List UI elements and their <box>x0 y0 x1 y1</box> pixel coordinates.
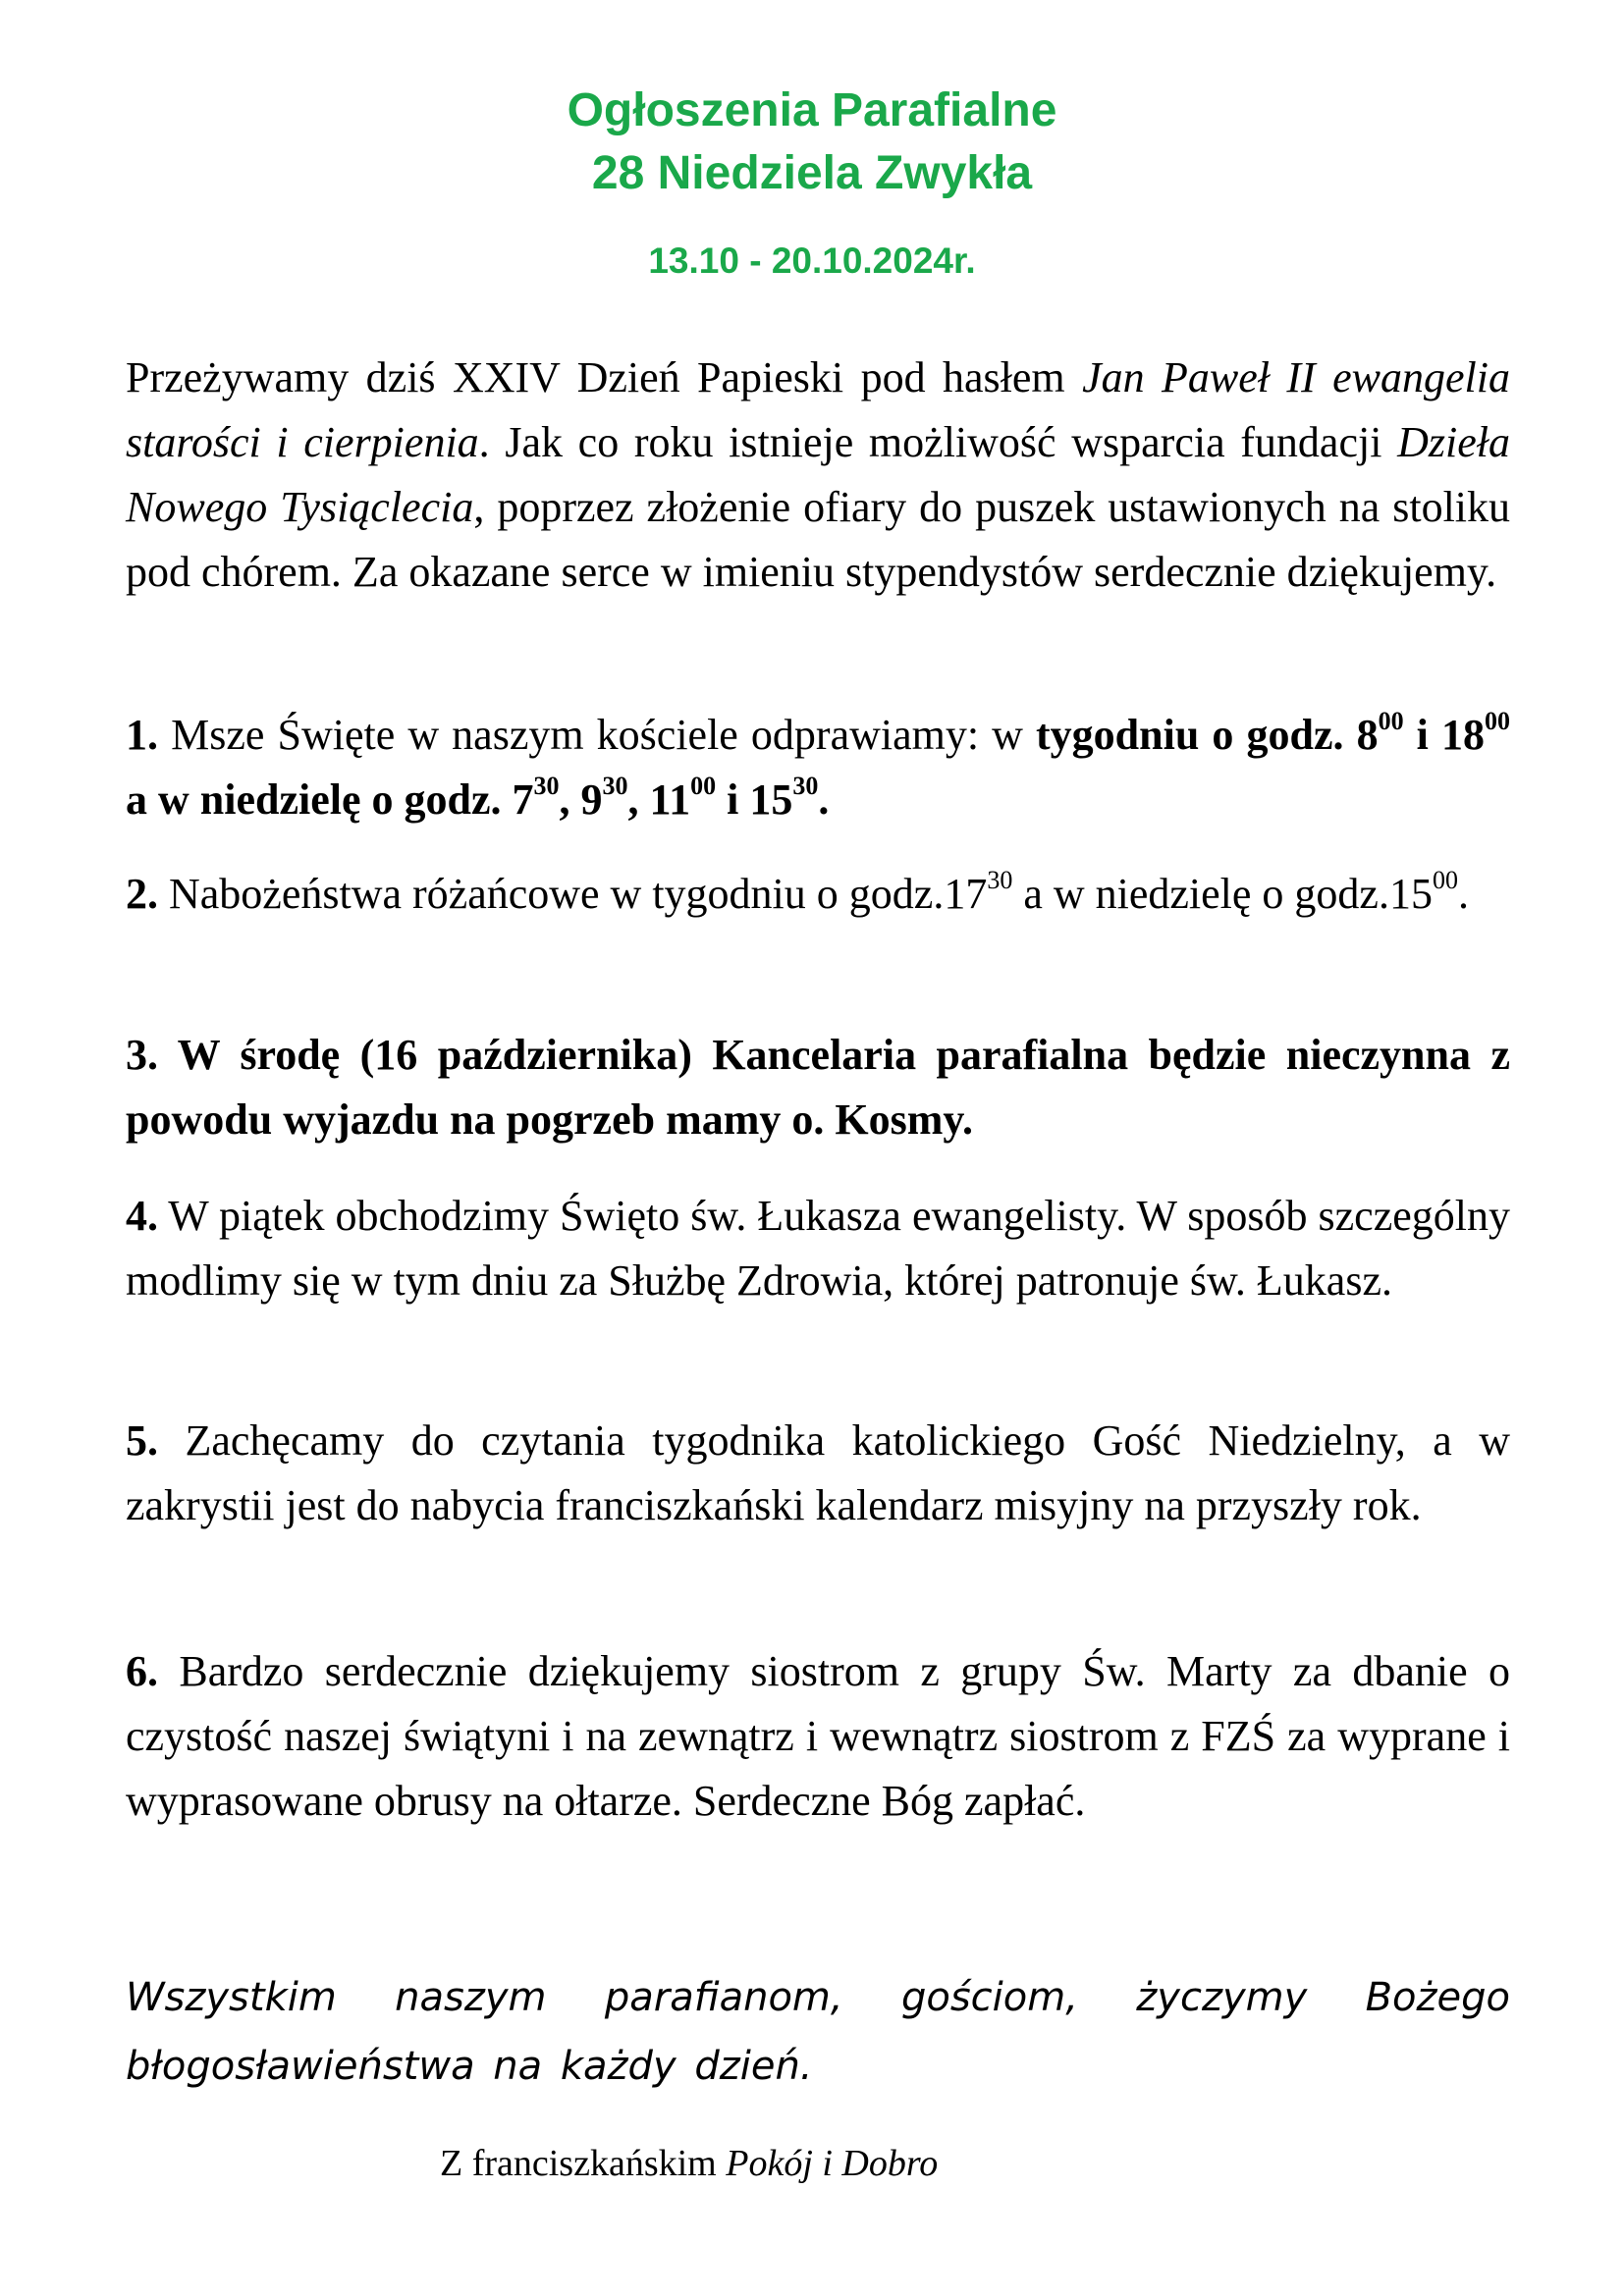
intro-foundation-name: Dzieła Nowego Tysiąclecia <box>126 418 1510 531</box>
item-number: 2. <box>126 870 158 918</box>
page-title: Ogłoszenia Parafialne <box>567 84 1057 136</box>
signoff-text: Z franciszkańskim <box>440 2143 727 2184</box>
item-number: 1. <box>126 711 158 759</box>
item-text: a w niedzielę o godz.15 <box>1012 870 1433 918</box>
intro-text-1: Przeżywamy dziś XXIV Dzień Papieski pod hasłem <box>126 353 1083 401</box>
intro-paragraph <box>126 346 1510 605</box>
mass-time-minutes: 00 <box>1378 707 1404 736</box>
item-text: W piątek obchodzimy Święto św. Łukasza ewangelisty. W sposób szczególny modlimy się w tym dniu za Służbę Zdrowia, której patronuje św. Łukasz. <box>126 1192 1510 1305</box>
announcement-item-6 <box>126 1639 1510 1834</box>
mass-time-text: a w niedzielę o godz. 7 <box>126 775 534 824</box>
item-text: Zachęcamy do czytania tygodnika katolickiego Gość Niedzielny, a w zakrystii jest do nabycia franciszkański kalendarz misyjny na przyszły rok. <box>126 1416 1510 1529</box>
mass-time-text: tygodniu o godz. 8 <box>1036 711 1379 759</box>
intro-text-3: , poprzez złożenie ofiary do puszek ustawionych na stoliku pod chórem. Za okazane serce w imieniu stypendystów serdecznie dziękujemy. <box>126 483 1511 596</box>
announcement-item-3: 3. W środę (16 października) Kancelaria parafialna będzie nieczynna z powodu wyjazdu na pogrzeb mamy o. Kosmy. <box>126 1031 1510 1144</box>
intro-text-2: . Jak co roku istnieje możliwość wsparcia fundacji <box>478 418 1398 466</box>
mass-time-minutes: 00 <box>690 772 717 801</box>
time-minutes: 30 <box>987 866 1013 895</box>
mass-time-minutes: 30 <box>792 772 819 801</box>
mass-time-text: , 11 <box>627 775 691 824</box>
page-subtitle: 28 Niedziela Zwykła <box>591 147 1033 199</box>
announcement-item-1 <box>126 703 1510 832</box>
item-number: 5. <box>126 1416 158 1465</box>
mass-time-minutes: 30 <box>602 772 628 801</box>
item-text: Msze Święte w naszym kościele odprawiamy: w <box>158 711 1037 759</box>
mass-time-text: i 15 <box>716 775 793 824</box>
item-text: . <box>1457 870 1469 918</box>
mass-time-text: , 9 <box>559 775 603 824</box>
signoff-motto: Pokój i Dobro <box>726 2143 939 2184</box>
item-number: 6. <box>126 1647 158 1695</box>
mass-time-text: i 18 <box>1403 711 1485 759</box>
time-minutes: 00 <box>1432 866 1458 895</box>
closing-blessing: Wszystkim naszym parafianom, gościom, życzymy Bożego błogosławieństwa na każdy dzień. <box>126 1975 1510 2089</box>
item-text: Nabożeństwa różańcowe w tygodniu o godz.17 <box>158 870 988 918</box>
announcement-item-2 <box>126 862 1510 927</box>
mass-time-text: . <box>818 775 830 824</box>
mass-time-minutes: 00 <box>1485 707 1510 736</box>
item-number: 4. <box>126 1192 158 1240</box>
announcement-item-4 <box>126 1184 1510 1313</box>
announcement-item-5 <box>126 1409 1510 1538</box>
signoff <box>440 2140 938 2187</box>
item-text: Bardzo serdecznie dziękujemy siostrom z grupy Św. Marty za dbanie o czystość naszej świątyni i na zewnątrz i wewnątrz siostrom z FZŚ za wyprane i wyprasowane obrusy na ołtarze. Serdeczne Bóg zapłać. <box>126 1647 1510 1825</box>
intro-motto: Jan Paweł II ewangelia starości i cierpienia <box>126 353 1511 466</box>
mass-time-minutes: 30 <box>533 772 560 801</box>
date-range: 13.10 - 20.10.2024r. <box>648 240 976 281</box>
